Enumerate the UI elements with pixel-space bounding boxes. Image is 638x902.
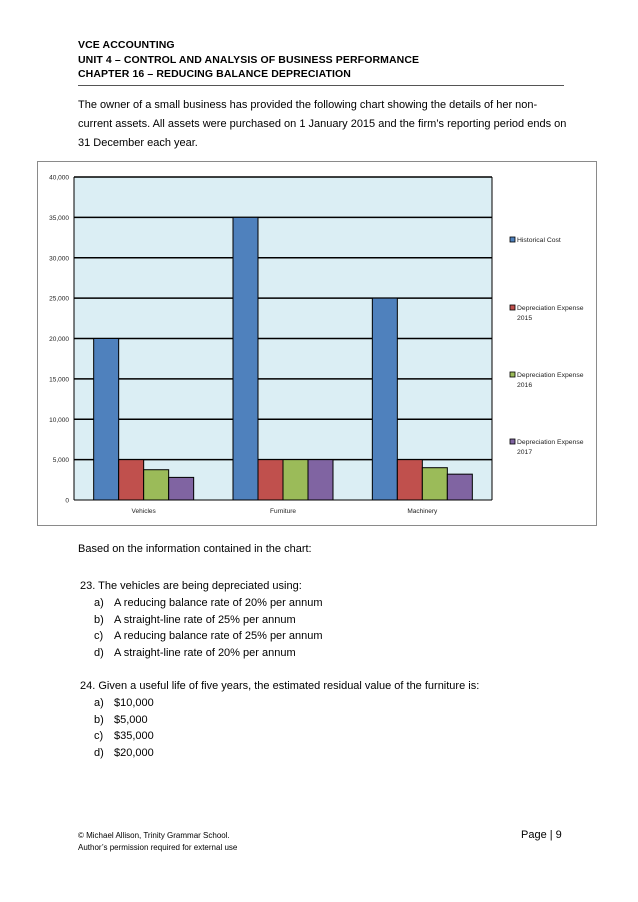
x-tick-label: Vehicles xyxy=(131,508,156,515)
bar-vehicles-series-3 xyxy=(144,470,169,500)
option-d xyxy=(80,645,323,662)
permission-text: Author’s permission required for external use xyxy=(78,843,238,852)
option-letter: b) xyxy=(94,713,104,726)
option-c xyxy=(80,628,323,645)
bar-machinery-series-1 xyxy=(372,298,397,500)
option-text: $20,000 xyxy=(114,746,154,759)
option-b xyxy=(80,712,479,729)
option-text: A straight-line rate of 20% per annum xyxy=(114,646,296,659)
questions-lead: Based on the information contained in the chart: xyxy=(78,543,312,555)
bar-furniture-series-4 xyxy=(308,460,333,500)
option-text: A reducing balance rate of 20% per annum xyxy=(114,597,323,609)
option-c xyxy=(80,728,479,745)
option-letter: a) xyxy=(94,697,104,709)
course-title: VCE ACCOUNTING xyxy=(78,39,175,51)
option-letter: d) xyxy=(94,646,104,659)
legend-swatch xyxy=(510,305,515,310)
y-tick-label: 40,000 xyxy=(49,174,69,182)
option-letter: a) xyxy=(94,597,104,609)
y-tick-label: 15,000 xyxy=(49,376,69,384)
y-tick-label: 5,000 xyxy=(52,457,69,465)
option-letter: b) xyxy=(94,613,104,626)
y-tick-label: 30,000 xyxy=(49,255,69,263)
y-tick-label: 0 xyxy=(65,497,69,505)
y-tick-label: 35,000 xyxy=(49,214,69,222)
bar-furniture-series-2 xyxy=(258,460,283,500)
legend-label: 2016 xyxy=(517,382,533,389)
bar-machinery-series-4 xyxy=(447,474,472,500)
bar-vehicles-series-4 xyxy=(169,477,194,500)
intro-paragraph: The owner of a small business has provided the following chart showing the details of her non-current assets. All assets were purchased on 1 January 2015 and the firm’s reporting period ends on 31 December each year. xyxy=(78,99,567,149)
question-stem: 24. Given a useful life of five years, the estimated residual value of the furniture is: xyxy=(80,680,480,692)
legend-label: Depreciation Expense xyxy=(517,439,584,446)
option-letter: c) xyxy=(94,630,104,642)
question-stem: 23. The vehicles are being depreciated using: xyxy=(80,580,302,592)
y-axis-labels xyxy=(49,175,69,505)
option-text: $5,000 xyxy=(114,713,148,726)
chapter-title: CHAPTER 16 – REDUCING BALANCE DEPRECIATION xyxy=(78,68,351,80)
y-tick-label: 10,000 xyxy=(49,416,69,424)
y-tick-label: 20,000 xyxy=(49,336,69,343)
option-d xyxy=(80,745,479,762)
copyright-text: © Michael Allison, Trinity Grammar School. xyxy=(78,831,230,840)
bar-vehicles-series-2 xyxy=(119,460,144,500)
chart-container xyxy=(37,161,597,526)
bar-machinery-series-2 xyxy=(397,460,422,500)
option-text: $10,000 xyxy=(114,697,154,709)
page-number: Page | 9 xyxy=(521,829,562,841)
bar-vehicles-series-1 xyxy=(94,339,119,501)
footer-credits xyxy=(78,830,237,854)
question-23 xyxy=(80,578,323,661)
legend-label: Historical Cost xyxy=(517,237,561,244)
x-tick-label: Machinery xyxy=(407,508,438,515)
bar-furniture-series-3 xyxy=(283,460,308,500)
x-axis-labels xyxy=(132,508,439,515)
bar-chart xyxy=(38,162,596,525)
option-text: $35,000 xyxy=(114,730,154,742)
question-24 xyxy=(80,678,479,761)
option-text: A reducing balance rate of 25% per annum xyxy=(114,630,323,642)
unit-title: UNIT 4 – CONTROL AND ANALYSIS OF BUSINESS PERFORMANCE xyxy=(78,53,420,66)
option-letter: d) xyxy=(94,746,104,759)
legend-label: Depreciation Expense xyxy=(517,305,584,312)
legend-swatch xyxy=(510,237,515,242)
bar-furniture-series-1 xyxy=(233,217,258,500)
option-text: A straight-line rate of 25% per annum xyxy=(114,613,296,626)
legend-swatch xyxy=(510,439,515,444)
legend-swatch xyxy=(510,372,515,377)
option-a xyxy=(80,595,323,612)
document-header xyxy=(78,38,564,86)
legend-label: Depreciation Expense xyxy=(517,372,584,379)
option-a xyxy=(80,695,479,712)
legend-label: 2015 xyxy=(517,315,533,322)
option-letter: c) xyxy=(94,730,104,742)
y-tick-label: 25,000 xyxy=(49,295,69,303)
legend xyxy=(510,237,584,456)
legend-label: 2017 xyxy=(517,449,533,456)
option-b xyxy=(80,612,323,629)
bar-machinery-series-3 xyxy=(422,468,447,500)
x-tick-label: Furniture xyxy=(269,508,297,515)
